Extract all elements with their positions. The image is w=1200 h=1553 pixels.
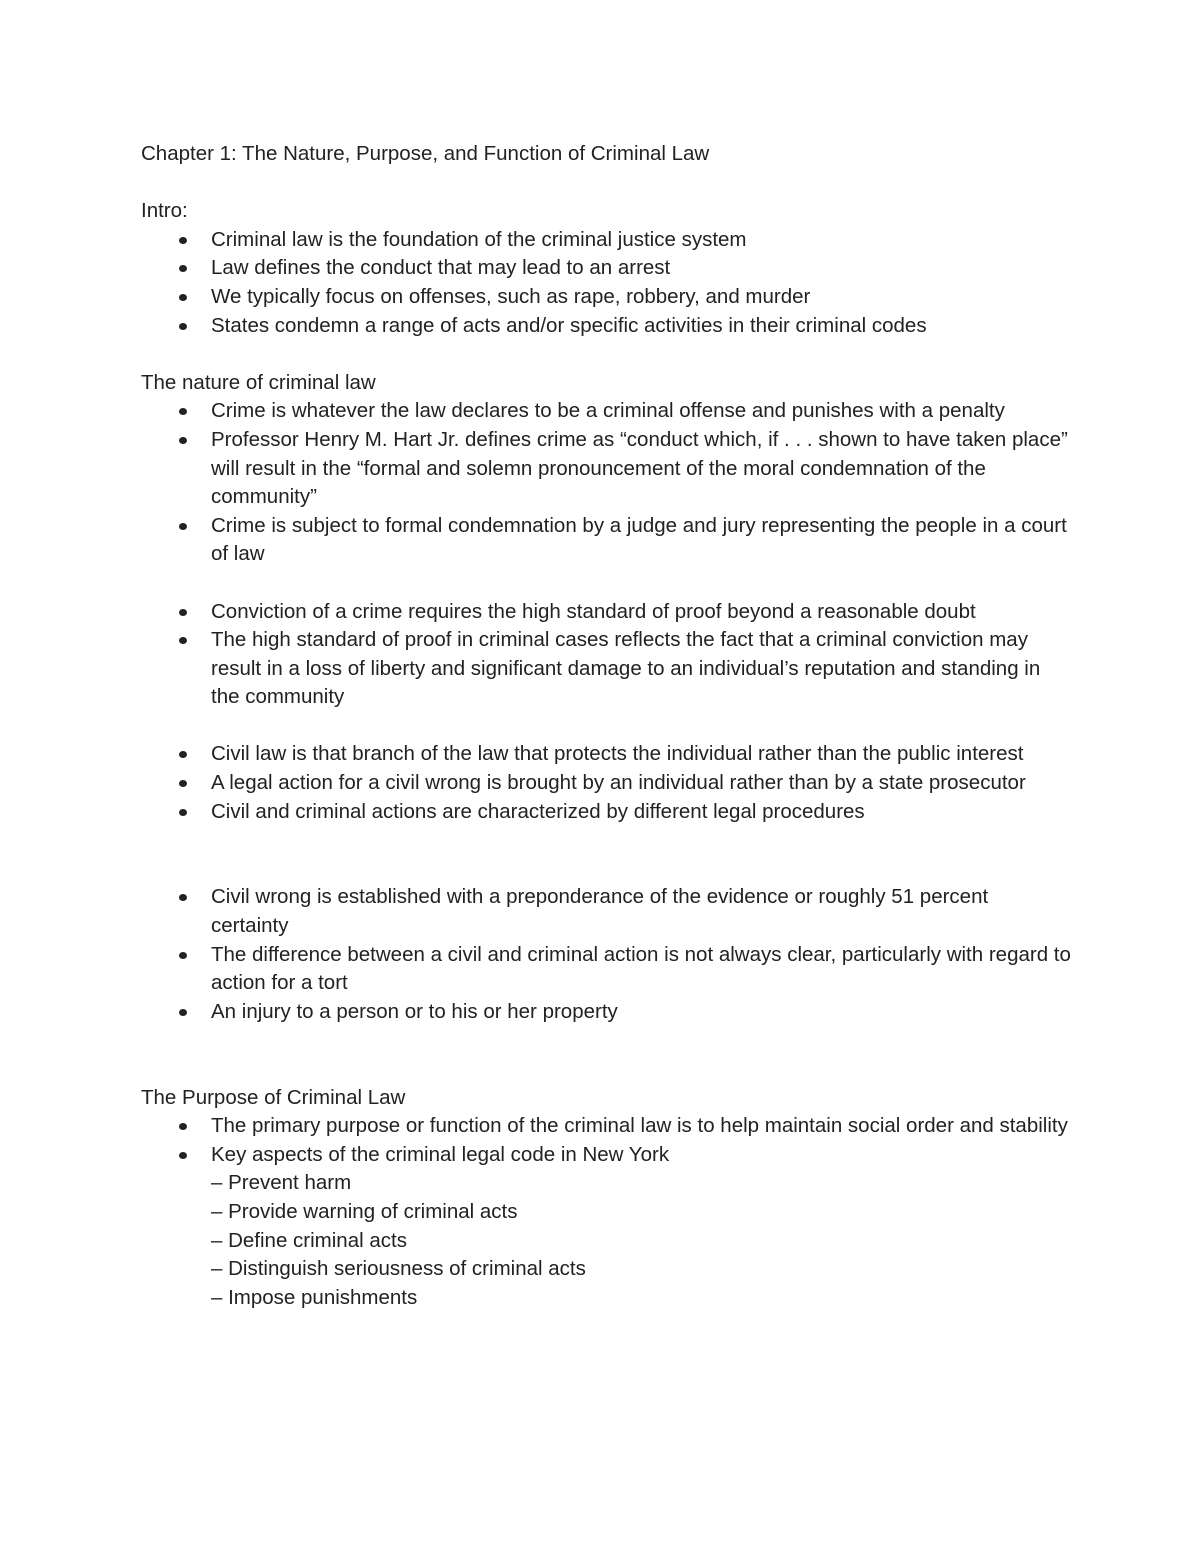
list-item-text: The high standard of proof in criminal cases reflects the fact that a criminal conviction may result in a loss of liberty and significant damage to an individual’s reputation and standing in the community xyxy=(211,628,1041,709)
list-item-text: Professor Henry M. Hart Jr. defines crime as “conduct which, if . . . shown to have taken place” will result in the “formal and solemn pronouncement of the moral condemnation of the community” xyxy=(211,427,1068,509)
bullet-icon xyxy=(179,894,187,901)
list-item-text: An injury to a person or to his or her property xyxy=(211,999,618,1023)
list-item xyxy=(141,512,1071,569)
nature-list-3 xyxy=(141,740,1071,826)
list-item xyxy=(141,1141,1071,1313)
list-item xyxy=(141,226,1071,255)
intro-list xyxy=(141,226,1071,340)
list-item xyxy=(141,740,1071,769)
list-item-text: Conviction of a crime requires the high standard of proof beyond a reasonable doubt xyxy=(211,599,976,623)
list-item xyxy=(141,941,1071,998)
bullet-icon xyxy=(179,637,187,644)
list-item-text: States condemn a range of acts and/or specific activities in their criminal codes xyxy=(211,313,927,337)
sub-item: – Prevent harm xyxy=(211,1171,352,1195)
spacer xyxy=(141,712,1071,741)
bullet-icon xyxy=(179,265,187,272)
list-item-text: Crime is whatever the law declares to be a criminal offense and punishes with a penalty xyxy=(211,399,1005,423)
bullet-icon xyxy=(179,523,187,530)
bullet-icon xyxy=(179,809,187,816)
list-item-text: A legal action for a civil wrong is brought by an individual rather than by a state prosecutor xyxy=(211,771,1026,795)
bullet-icon xyxy=(179,294,187,301)
list-item xyxy=(141,397,1071,426)
list-item-text: The difference between a civil and criminal action is not always clear, particularly with regard to action for a tort xyxy=(211,942,1071,995)
bullet-icon xyxy=(179,609,187,616)
sub-item: – Impose punishments xyxy=(211,1285,418,1309)
nature-list-4 xyxy=(141,883,1071,1026)
list-item-text: We typically focus on offenses, such as rape, robbery, and murder xyxy=(211,284,811,308)
nature-list-1 xyxy=(141,397,1071,569)
list-item xyxy=(141,998,1071,1027)
purpose-list xyxy=(141,1112,1071,1312)
sub-item: – Distinguish seriousness of criminal acts xyxy=(211,1257,586,1281)
spacer xyxy=(141,340,1071,369)
bullet-icon xyxy=(179,437,187,444)
list-item xyxy=(141,626,1071,712)
section-heading-nature: The nature of criminal law xyxy=(141,370,376,394)
list-item-text: Law defines the conduct that may lead to an arrest xyxy=(211,256,671,280)
bullet-icon xyxy=(179,751,187,758)
list-item-text: Civil and criminal actions are characterized by different legal procedures xyxy=(211,799,865,823)
bullet-icon xyxy=(179,952,187,959)
list-item xyxy=(141,254,1071,283)
bullet-icon xyxy=(179,1152,187,1159)
spacer xyxy=(141,1026,1071,1083)
list-item xyxy=(141,798,1071,827)
bullet-icon xyxy=(179,1123,187,1130)
list-item-text: The primary purpose or function of the criminal law is to help maintain social order and stability xyxy=(211,1114,1068,1138)
document-page xyxy=(141,140,1071,1312)
sub-item: – Define criminal acts xyxy=(211,1228,407,1252)
sub-item: – Provide warning of criminal acts xyxy=(211,1199,518,1223)
spacer xyxy=(141,569,1071,598)
list-item-text: Key aspects of the criminal legal code in New York xyxy=(211,1142,670,1166)
list-item-text: Crime is subject to formal condemnation by a judge and jury representing the people in a court of law xyxy=(211,513,1067,566)
bullet-icon xyxy=(179,780,187,787)
nature-list-2 xyxy=(141,598,1071,712)
list-item xyxy=(141,598,1071,627)
spacer xyxy=(141,826,1071,883)
list-item xyxy=(141,283,1071,312)
list-item xyxy=(141,1112,1071,1141)
section-heading-purpose: The Purpose of Criminal Law xyxy=(141,1085,406,1109)
bullet-icon xyxy=(179,1009,187,1016)
list-item xyxy=(141,883,1071,940)
list-item-text: Civil wrong is established with a preponderance of the evidence or roughly 51 percent certainty xyxy=(211,885,989,938)
document-title: Chapter 1: The Nature, Purpose, and Function of Criminal Law xyxy=(141,142,710,165)
bullet-icon xyxy=(179,323,187,330)
list-item xyxy=(141,769,1071,798)
list-item xyxy=(141,426,1071,512)
list-item xyxy=(141,312,1071,341)
list-item-text: Criminal law is the foundation of the criminal justice system xyxy=(211,227,747,251)
section-heading-intro: Intro: xyxy=(141,199,188,223)
bullet-icon xyxy=(179,408,187,415)
bullet-icon xyxy=(179,237,187,244)
list-item-text: Civil law is that branch of the law that protects the individual rather than the public interest xyxy=(211,742,1024,766)
